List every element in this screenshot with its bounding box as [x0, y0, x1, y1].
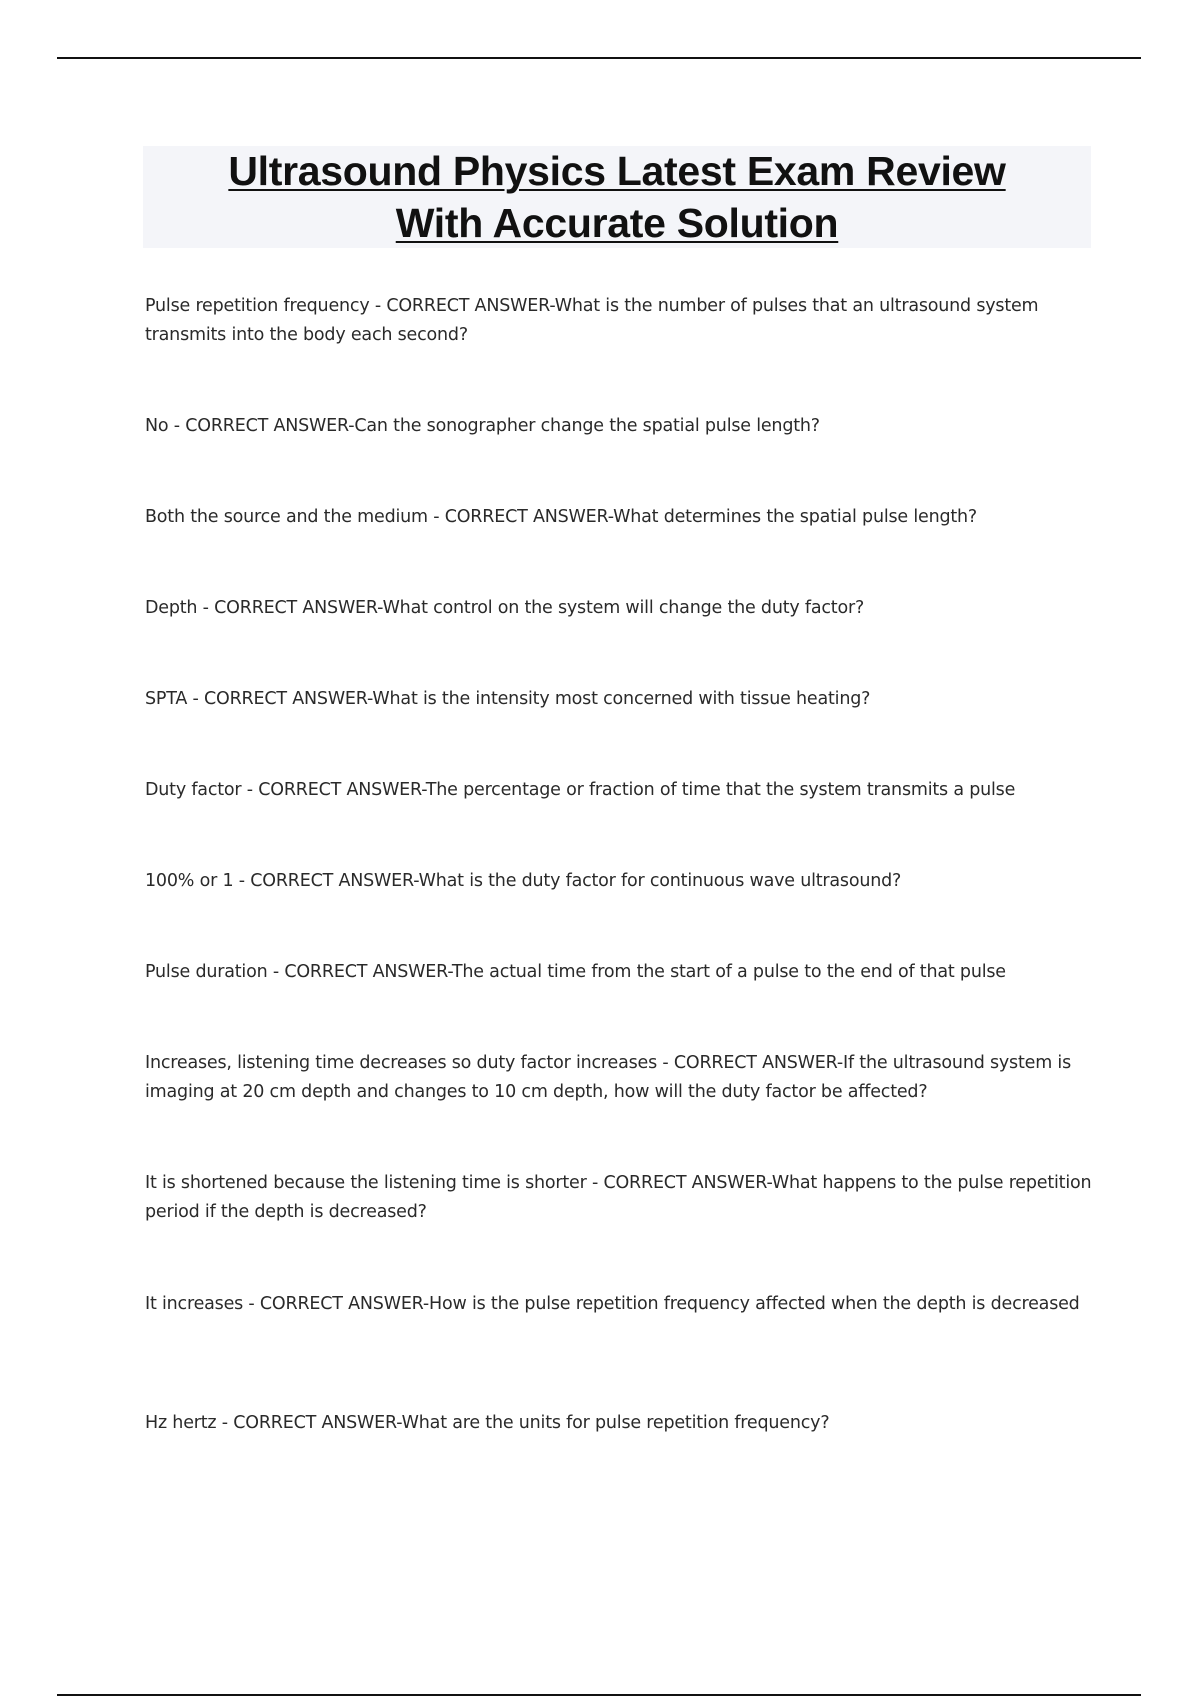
- title-line-2: With Accurate Solution: [395, 200, 839, 246]
- qa-item: Increases, listening time decreases so duty factor increases - CORRECT ANSWER-If the ultrasound system is imaging at 20 cm depth and changes to 10 cm depth, how will the duty factor be affected?: [145, 1053, 1071, 1102]
- document-title: [143, 146, 1091, 248]
- qa-item: Pulse repetition frequency - CORRECT ANSWER-What is the number of pulses that an ultrasound system transmits into the body each second?: [145, 296, 1039, 345]
- qa-item: No - CORRECT ANSWER-Can the sonographer change the spatial pulse length?: [145, 416, 820, 436]
- qa-item: SPTA - CORRECT ANSWER-What is the intensity most concerned with tissue heating?: [145, 689, 871, 709]
- qa-item: Pulse duration - CORRECT ANSWER-The actual time from the start of a pulse to the end of that pulse: [145, 962, 1006, 982]
- qa-item: It increases - CORRECT ANSWER-How is the pulse repetition frequency affected when the depth is decreased: [145, 1294, 1080, 1314]
- header-rule: [57, 57, 1141, 59]
- qa-item: Both the source and the medium - CORRECT ANSWER-What determines the spatial pulse length?: [145, 507, 978, 527]
- footer-rule: [57, 1694, 1141, 1696]
- qa-item: Duty factor - CORRECT ANSWER-The percentage or fraction of time that the system transmits a pulse: [145, 780, 1016, 800]
- qa-item: Depth - CORRECT ANSWER-What control on the system will change the duty factor?: [145, 598, 865, 618]
- qa-item: 100% or 1 - CORRECT ANSWER-What is the duty factor for continuous wave ultrasound?: [145, 871, 902, 891]
- qa-item: Hz hertz - CORRECT ANSWER-What are the units for pulse repetition frequency?: [145, 1413, 830, 1433]
- title-line-1: Ultrasound Physics Latest Exam Review: [228, 148, 1006, 194]
- qa-item: It is shortened because the listening time is shorter - CORRECT ANSWER-What happens to the pulse repetition period if the depth is decreased?: [145, 1173, 1092, 1222]
